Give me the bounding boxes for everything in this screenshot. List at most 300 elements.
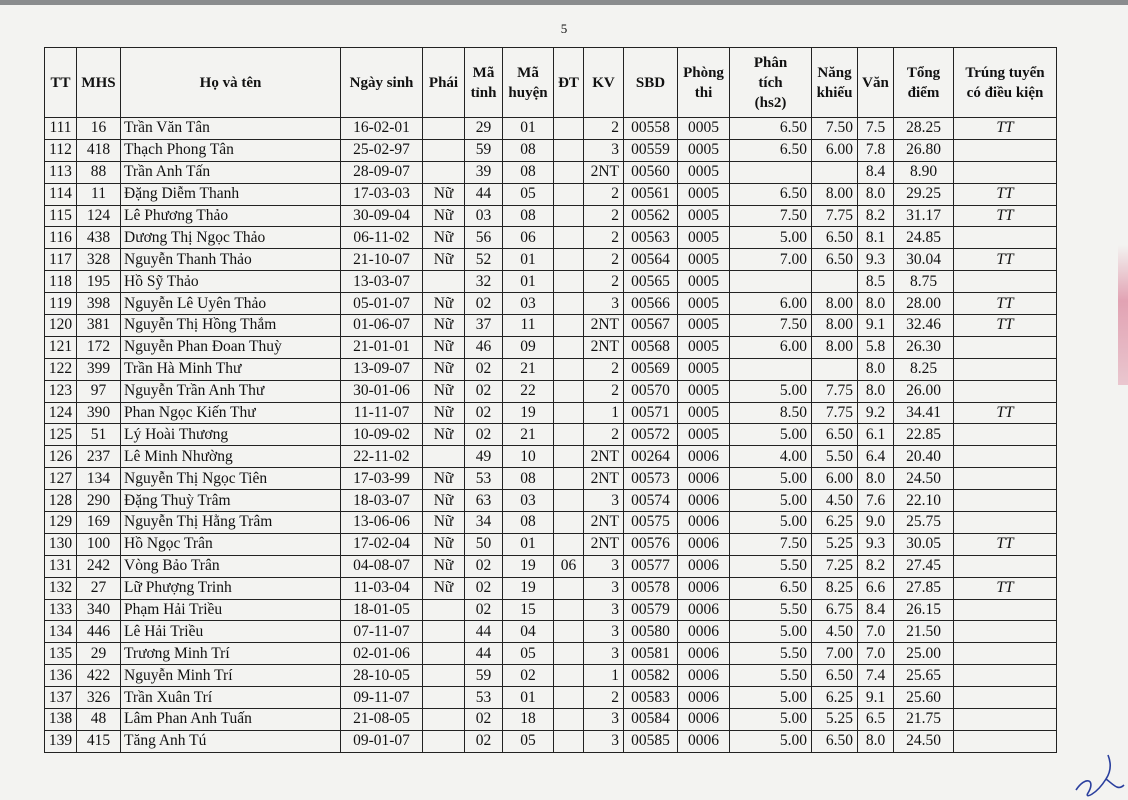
cell-tt: 130 bbox=[45, 533, 77, 555]
cell-total: 8.75 bbox=[894, 271, 954, 293]
cell-total: 27.85 bbox=[894, 577, 954, 599]
cell-gender bbox=[423, 161, 465, 183]
cell-room: 0006 bbox=[678, 643, 730, 665]
cell-gender bbox=[423, 139, 465, 161]
cell-aptitude: 8.00 bbox=[812, 293, 858, 315]
cell-aptitude: 7.75 bbox=[812, 402, 858, 424]
cell-birth-date: 17-03-03 bbox=[341, 183, 423, 205]
cell-analysis bbox=[730, 358, 812, 380]
table-body bbox=[45, 118, 1057, 753]
cell-literature: 9.3 bbox=[858, 533, 894, 555]
header-conditional-admission: Trúng tuyển có điều kiện bbox=[954, 48, 1057, 118]
cell-total: 28.25 bbox=[894, 118, 954, 140]
cell-priority bbox=[554, 533, 584, 555]
cell-analysis: 6.50 bbox=[730, 118, 812, 140]
cell-conditional-admission bbox=[954, 336, 1057, 358]
cell-district-code: 19 bbox=[503, 402, 554, 424]
cell-analysis: 5.50 bbox=[730, 665, 812, 687]
cell-analysis: 5.00 bbox=[730, 227, 812, 249]
cell-mhs: 390 bbox=[77, 402, 121, 424]
cell-priority bbox=[554, 315, 584, 337]
cell-literature: 8.1 bbox=[858, 227, 894, 249]
cell-sbd: 00563 bbox=[624, 227, 678, 249]
cell-birth-date: 05-01-07 bbox=[341, 293, 423, 315]
cell-literature: 6.5 bbox=[858, 709, 894, 731]
cell-tt: 112 bbox=[45, 139, 77, 161]
cell-total: 26.80 bbox=[894, 139, 954, 161]
cell-full-name: Lê Minh Nhường bbox=[121, 446, 341, 468]
table-row bbox=[45, 512, 1057, 534]
cell-birth-date: 13-09-07 bbox=[341, 358, 423, 380]
cell-priority bbox=[554, 730, 584, 752]
cell-total: 30.04 bbox=[894, 249, 954, 271]
cell-full-name: Trương Minh Trí bbox=[121, 643, 341, 665]
cell-analysis: 5.00 bbox=[730, 512, 812, 534]
cell-birth-date: 17-03-99 bbox=[341, 468, 423, 490]
cell-full-name: Nguyễn Thị Ngọc Tiên bbox=[121, 468, 341, 490]
cell-analysis: 5.00 bbox=[730, 687, 812, 709]
cell-literature: 9.2 bbox=[858, 402, 894, 424]
cell-conditional-admission: TT bbox=[954, 533, 1057, 555]
cell-priority bbox=[554, 468, 584, 490]
table-row bbox=[45, 577, 1057, 599]
cell-total: 21.75 bbox=[894, 709, 954, 731]
cell-conditional-admission bbox=[954, 161, 1057, 183]
cell-tt: 131 bbox=[45, 555, 77, 577]
table-row bbox=[45, 424, 1057, 446]
table-row bbox=[45, 402, 1057, 424]
cell-sbd: 00578 bbox=[624, 577, 678, 599]
cell-district-code: 04 bbox=[503, 621, 554, 643]
table-row bbox=[45, 490, 1057, 512]
cell-total: 24.85 bbox=[894, 227, 954, 249]
cell-literature: 9.0 bbox=[858, 512, 894, 534]
cell-area: 2NT bbox=[584, 512, 624, 534]
cell-room: 0006 bbox=[678, 468, 730, 490]
cell-tt: 122 bbox=[45, 358, 77, 380]
cell-mhs: 169 bbox=[77, 512, 121, 534]
cell-total: 22.10 bbox=[894, 490, 954, 512]
cell-area: 2 bbox=[584, 271, 624, 293]
cell-total: 24.50 bbox=[894, 468, 954, 490]
cell-priority bbox=[554, 599, 584, 621]
cell-priority bbox=[554, 205, 584, 227]
cell-total: 28.00 bbox=[894, 293, 954, 315]
cell-tt: 129 bbox=[45, 512, 77, 534]
cell-district-code: 03 bbox=[503, 293, 554, 315]
cell-tt: 113 bbox=[45, 161, 77, 183]
header-literature: Văn bbox=[858, 48, 894, 118]
cell-full-name: Lê Phương Thảo bbox=[121, 205, 341, 227]
cell-sbd: 00561 bbox=[624, 183, 678, 205]
cell-sbd: 00566 bbox=[624, 293, 678, 315]
table-row bbox=[45, 249, 1057, 271]
cell-gender: Nữ bbox=[423, 293, 465, 315]
cell-priority bbox=[554, 709, 584, 731]
header-district-code: Mã huyện bbox=[503, 48, 554, 118]
cell-birth-date: 21-08-05 bbox=[341, 709, 423, 731]
cell-area: 2NT bbox=[584, 315, 624, 337]
cell-province-code: 29 bbox=[465, 118, 503, 140]
cell-area: 2 bbox=[584, 249, 624, 271]
table-header-row bbox=[45, 48, 1057, 118]
cell-literature: 7.4 bbox=[858, 665, 894, 687]
cell-total: 22.85 bbox=[894, 424, 954, 446]
cell-sbd: 00571 bbox=[624, 402, 678, 424]
cell-full-name: Thạch Phong Tân bbox=[121, 139, 341, 161]
signature-mark bbox=[1066, 735, 1126, 800]
cell-gender: Nữ bbox=[423, 468, 465, 490]
table-row bbox=[45, 555, 1057, 577]
results-table bbox=[44, 47, 1057, 753]
cell-conditional-admission: TT bbox=[954, 183, 1057, 205]
cell-birth-date: 16-02-01 bbox=[341, 118, 423, 140]
cell-literature: 6.1 bbox=[858, 424, 894, 446]
cell-full-name: Đặng Diễm Thanh bbox=[121, 183, 341, 205]
cell-area: 1 bbox=[584, 665, 624, 687]
cell-full-name: Lâm Phan Anh Tuấn bbox=[121, 709, 341, 731]
cell-aptitude: 7.00 bbox=[812, 643, 858, 665]
cell-mhs: 328 bbox=[77, 249, 121, 271]
cell-mhs: 124 bbox=[77, 205, 121, 227]
cell-area: 2 bbox=[584, 687, 624, 709]
cell-tt: 132 bbox=[45, 577, 77, 599]
table-row bbox=[45, 205, 1057, 227]
cell-conditional-admission bbox=[954, 665, 1057, 687]
cell-full-name: Nguyễn Thị Hằng Trâm bbox=[121, 512, 341, 534]
cell-sbd: 00570 bbox=[624, 380, 678, 402]
cell-birth-date: 28-10-05 bbox=[341, 665, 423, 687]
cell-analysis: 7.50 bbox=[730, 315, 812, 337]
cell-literature: 6.4 bbox=[858, 446, 894, 468]
cell-sbd: 00264 bbox=[624, 446, 678, 468]
cell-priority bbox=[554, 358, 584, 380]
cell-conditional-admission: TT bbox=[954, 402, 1057, 424]
cell-aptitude bbox=[812, 358, 858, 380]
cell-sbd: 00560 bbox=[624, 161, 678, 183]
cell-tt: 133 bbox=[45, 599, 77, 621]
cell-area: 3 bbox=[584, 730, 624, 752]
cell-total: 34.41 bbox=[894, 402, 954, 424]
cell-conditional-admission bbox=[954, 621, 1057, 643]
cell-sbd: 00565 bbox=[624, 271, 678, 293]
cell-analysis: 5.00 bbox=[730, 468, 812, 490]
cell-conditional-admission bbox=[954, 730, 1057, 752]
cell-priority bbox=[554, 336, 584, 358]
table-row bbox=[45, 621, 1057, 643]
cell-literature: 8.2 bbox=[858, 555, 894, 577]
cell-total: 29.25 bbox=[894, 183, 954, 205]
cell-total: 26.15 bbox=[894, 599, 954, 621]
table-row bbox=[45, 643, 1057, 665]
cell-analysis: 6.50 bbox=[730, 183, 812, 205]
cell-mhs: 381 bbox=[77, 315, 121, 337]
cell-analysis: 5.00 bbox=[730, 621, 812, 643]
cell-total: 25.60 bbox=[894, 687, 954, 709]
cell-tt: 123 bbox=[45, 380, 77, 402]
cell-room: 0006 bbox=[678, 621, 730, 643]
cell-total: 20.40 bbox=[894, 446, 954, 468]
cell-analysis: 7.50 bbox=[730, 205, 812, 227]
cell-conditional-admission: TT bbox=[954, 315, 1057, 337]
cell-gender bbox=[423, 599, 465, 621]
cell-tt: 114 bbox=[45, 183, 77, 205]
cell-priority bbox=[554, 643, 584, 665]
cell-conditional-admission bbox=[954, 380, 1057, 402]
cell-room: 0005 bbox=[678, 227, 730, 249]
cell-district-code: 18 bbox=[503, 709, 554, 731]
cell-aptitude: 6.50 bbox=[812, 424, 858, 446]
cell-full-name: Nguyễn Phan Đoan Thuỳ bbox=[121, 336, 341, 358]
cell-province-code: 02 bbox=[465, 709, 503, 731]
table-row bbox=[45, 118, 1057, 140]
cell-province-code: 34 bbox=[465, 512, 503, 534]
cell-aptitude: 6.50 bbox=[812, 249, 858, 271]
cell-total: 31.17 bbox=[894, 205, 954, 227]
cell-province-code: 02 bbox=[465, 599, 503, 621]
cell-full-name: Trần Văn Tân bbox=[121, 118, 341, 140]
cell-priority bbox=[554, 293, 584, 315]
table-row bbox=[45, 599, 1057, 621]
table-row bbox=[45, 687, 1057, 709]
header-priority: ĐT bbox=[554, 48, 584, 118]
header-analysis: Phân tích (hs2) bbox=[730, 48, 812, 118]
cell-sbd: 00567 bbox=[624, 315, 678, 337]
cell-priority bbox=[554, 446, 584, 468]
cell-literature: 7.6 bbox=[858, 490, 894, 512]
cell-area: 2 bbox=[584, 183, 624, 205]
cell-sbd: 00559 bbox=[624, 139, 678, 161]
cell-tt: 118 bbox=[45, 271, 77, 293]
cell-sbd: 00562 bbox=[624, 205, 678, 227]
cell-tt: 135 bbox=[45, 643, 77, 665]
cell-priority bbox=[554, 490, 584, 512]
cell-full-name: Lữ Phượng Trinh bbox=[121, 577, 341, 599]
cell-analysis: 5.50 bbox=[730, 643, 812, 665]
cell-aptitude: 7.25 bbox=[812, 555, 858, 577]
cell-district-code: 01 bbox=[503, 249, 554, 271]
cell-room: 0005 bbox=[678, 118, 730, 140]
cell-literature: 8.4 bbox=[858, 599, 894, 621]
cell-mhs: 51 bbox=[77, 424, 121, 446]
cell-priority bbox=[554, 227, 584, 249]
cell-tt: 120 bbox=[45, 315, 77, 337]
cell-total: 25.65 bbox=[894, 665, 954, 687]
cell-sbd: 00582 bbox=[624, 665, 678, 687]
cell-room: 0005 bbox=[678, 271, 730, 293]
cell-literature: 8.2 bbox=[858, 205, 894, 227]
cell-mhs: 340 bbox=[77, 599, 121, 621]
cell-priority bbox=[554, 118, 584, 140]
cell-gender: Nữ bbox=[423, 358, 465, 380]
cell-conditional-admission bbox=[954, 709, 1057, 731]
cell-priority: 06 bbox=[554, 555, 584, 577]
cell-province-code: 37 bbox=[465, 315, 503, 337]
cell-district-code: 05 bbox=[503, 643, 554, 665]
cell-birth-date: 01-06-07 bbox=[341, 315, 423, 337]
cell-district-code: 05 bbox=[503, 183, 554, 205]
cell-sbd: 00583 bbox=[624, 687, 678, 709]
cell-district-code: 05 bbox=[503, 730, 554, 752]
cell-birth-date: 30-09-04 bbox=[341, 205, 423, 227]
cell-mhs: 29 bbox=[77, 643, 121, 665]
cell-aptitude: 6.25 bbox=[812, 512, 858, 534]
cell-room: 0005 bbox=[678, 402, 730, 424]
cell-sbd: 00577 bbox=[624, 555, 678, 577]
cell-gender bbox=[423, 118, 465, 140]
cell-total: 8.90 bbox=[894, 161, 954, 183]
stamp-edge-mark bbox=[1118, 245, 1128, 385]
table-row bbox=[45, 730, 1057, 752]
cell-gender bbox=[423, 643, 465, 665]
cell-gender: Nữ bbox=[423, 249, 465, 271]
cell-aptitude: 6.50 bbox=[812, 730, 858, 752]
cell-birth-date: 21-01-01 bbox=[341, 336, 423, 358]
cell-room: 0006 bbox=[678, 533, 730, 555]
cell-literature: 5.8 bbox=[858, 336, 894, 358]
cell-tt: 126 bbox=[45, 446, 77, 468]
cell-tt: 117 bbox=[45, 249, 77, 271]
cell-sbd: 00564 bbox=[624, 249, 678, 271]
cell-analysis: 5.50 bbox=[730, 555, 812, 577]
cell-conditional-admission: TT bbox=[954, 577, 1057, 599]
cell-full-name: Trần Anh Tấn bbox=[121, 161, 341, 183]
cell-tt: 136 bbox=[45, 665, 77, 687]
cell-tt: 119 bbox=[45, 293, 77, 315]
cell-district-code: 22 bbox=[503, 380, 554, 402]
cell-sbd: 00568 bbox=[624, 336, 678, 358]
cell-aptitude: 8.25 bbox=[812, 577, 858, 599]
cell-conditional-admission bbox=[954, 358, 1057, 380]
cell-analysis: 8.50 bbox=[730, 402, 812, 424]
cell-province-code: 03 bbox=[465, 205, 503, 227]
cell-district-code: 08 bbox=[503, 512, 554, 534]
cell-total: 24.50 bbox=[894, 730, 954, 752]
cell-tt: 111 bbox=[45, 118, 77, 140]
cell-conditional-admission bbox=[954, 643, 1057, 665]
cell-province-code: 46 bbox=[465, 336, 503, 358]
cell-province-code: 59 bbox=[465, 139, 503, 161]
cell-mhs: 27 bbox=[77, 577, 121, 599]
cell-tt: 134 bbox=[45, 621, 77, 643]
cell-area: 2NT bbox=[584, 336, 624, 358]
cell-aptitude: 7.75 bbox=[812, 205, 858, 227]
cell-gender bbox=[423, 665, 465, 687]
cell-sbd: 00574 bbox=[624, 490, 678, 512]
cell-district-code: 19 bbox=[503, 577, 554, 599]
cell-literature: 8.4 bbox=[858, 161, 894, 183]
cell-mhs: 134 bbox=[77, 468, 121, 490]
cell-room: 0005 bbox=[678, 161, 730, 183]
cell-room: 0005 bbox=[678, 205, 730, 227]
cell-room: 0006 bbox=[678, 730, 730, 752]
cell-conditional-admission: TT bbox=[954, 293, 1057, 315]
cell-mhs: 438 bbox=[77, 227, 121, 249]
cell-area: 1 bbox=[584, 402, 624, 424]
table-row bbox=[45, 380, 1057, 402]
cell-birth-date: 06-11-02 bbox=[341, 227, 423, 249]
cell-gender bbox=[423, 709, 465, 731]
cell-birth-date: 13-06-06 bbox=[341, 512, 423, 534]
cell-sbd: 00585 bbox=[624, 730, 678, 752]
cell-sbd: 00572 bbox=[624, 424, 678, 446]
cell-province-code: 02 bbox=[465, 293, 503, 315]
cell-sbd: 00581 bbox=[624, 643, 678, 665]
cell-province-code: 39 bbox=[465, 161, 503, 183]
cell-analysis: 6.00 bbox=[730, 336, 812, 358]
cell-gender bbox=[423, 621, 465, 643]
cell-aptitude: 8.00 bbox=[812, 315, 858, 337]
cell-conditional-admission bbox=[954, 555, 1057, 577]
cell-gender bbox=[423, 271, 465, 293]
cell-province-code: 02 bbox=[465, 577, 503, 599]
cell-mhs: 399 bbox=[77, 358, 121, 380]
table-row bbox=[45, 336, 1057, 358]
cell-area: 2 bbox=[584, 205, 624, 227]
cell-full-name: Dương Thị Ngọc Thảo bbox=[121, 227, 341, 249]
cell-room: 0006 bbox=[678, 599, 730, 621]
cell-gender: Nữ bbox=[423, 227, 465, 249]
cell-room: 0005 bbox=[678, 293, 730, 315]
cell-aptitude: 5.25 bbox=[812, 533, 858, 555]
cell-room: 0005 bbox=[678, 424, 730, 446]
cell-mhs: 446 bbox=[77, 621, 121, 643]
cell-full-name: Nguyễn Minh Trí bbox=[121, 665, 341, 687]
cell-province-code: 02 bbox=[465, 730, 503, 752]
cell-birth-date: 17-02-04 bbox=[341, 533, 423, 555]
cell-mhs: 100 bbox=[77, 533, 121, 555]
cell-area: 3 bbox=[584, 643, 624, 665]
cell-province-code: 59 bbox=[465, 665, 503, 687]
cell-tt: 124 bbox=[45, 402, 77, 424]
cell-district-code: 01 bbox=[503, 687, 554, 709]
cell-province-code: 44 bbox=[465, 643, 503, 665]
cell-full-name: Trần Hà Minh Thư bbox=[121, 358, 341, 380]
cell-district-code: 15 bbox=[503, 599, 554, 621]
cell-area: 2 bbox=[584, 118, 624, 140]
cell-total: 30.05 bbox=[894, 533, 954, 555]
cell-tt: 139 bbox=[45, 730, 77, 752]
cell-gender: Nữ bbox=[423, 315, 465, 337]
table-row bbox=[45, 227, 1057, 249]
cell-area: 3 bbox=[584, 555, 624, 577]
cell-province-code: 02 bbox=[465, 555, 503, 577]
cell-birth-date: 07-11-07 bbox=[341, 621, 423, 643]
cell-total: 21.50 bbox=[894, 621, 954, 643]
cell-birth-date: 30-01-06 bbox=[341, 380, 423, 402]
cell-analysis: 5.00 bbox=[730, 730, 812, 752]
cell-gender: Nữ bbox=[423, 336, 465, 358]
cell-aptitude: 6.50 bbox=[812, 227, 858, 249]
cell-district-code: 21 bbox=[503, 358, 554, 380]
cell-full-name: Phạm Hải Triều bbox=[121, 599, 341, 621]
cell-tt: 138 bbox=[45, 709, 77, 731]
cell-gender: Nữ bbox=[423, 424, 465, 446]
cell-mhs: 418 bbox=[77, 139, 121, 161]
cell-province-code: 32 bbox=[465, 271, 503, 293]
cell-room: 0005 bbox=[678, 336, 730, 358]
cell-area: 2NT bbox=[584, 161, 624, 183]
cell-literature: 9.3 bbox=[858, 249, 894, 271]
cell-birth-date: 18-03-07 bbox=[341, 490, 423, 512]
cell-analysis bbox=[730, 161, 812, 183]
cell-province-code: 56 bbox=[465, 227, 503, 249]
cell-district-code: 21 bbox=[503, 424, 554, 446]
cell-aptitude: 5.25 bbox=[812, 709, 858, 731]
cell-analysis: 6.50 bbox=[730, 577, 812, 599]
cell-province-code: 44 bbox=[465, 621, 503, 643]
cell-area: 3 bbox=[584, 577, 624, 599]
